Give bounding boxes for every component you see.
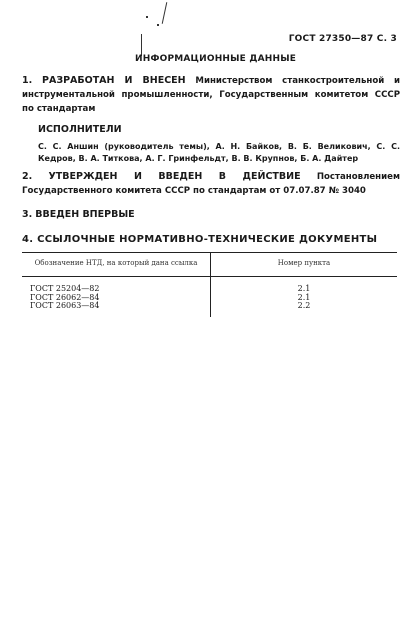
section-body: Министерством станкостроительной и инструментальной промышленности, Государственным комитетом СССР по стандартам <box>22 76 401 114</box>
section-heading: ССЫЛОЧНЫЕ НОРМАТИВНО-ТЕХНИЧЕСКИЕ ДОКУМЕНТЫ <box>37 234 378 245</box>
section-1 <box>22 74 400 165</box>
section-number: 3. <box>22 209 33 220</box>
page-title: ИНФОРМАЦИОННЫЕ ДАННЫЕ <box>135 54 297 64</box>
section-2-text <box>22 170 400 198</box>
table-cell-doc: ГОСТ 26063—84 <box>22 302 211 311</box>
section-1-text <box>22 74 400 116</box>
section-number: 1. <box>22 75 33 86</box>
section-3 <box>22 208 400 221</box>
table-spacer-cell <box>22 311 211 317</box>
table-spacer-row <box>22 311 397 317</box>
reference-table <box>22 252 397 317</box>
column-header-doc: Обозначение НТД, на который дана ссылка <box>22 253 211 277</box>
executors-heading: ИСПОЛНИТЕЛИ <box>38 124 122 135</box>
gost-code: ГОСТ 27350—87 С. 3 <box>288 34 397 44</box>
section-number: 2. <box>22 171 33 182</box>
table-header-row <box>22 253 397 277</box>
section-heading: УТВЕРЖДЕН И ВВЕДЕН В ДЕЙСТВИЕ <box>48 171 301 182</box>
section-4-heading <box>22 234 377 245</box>
table-cell-item: 2.1 <box>297 284 311 293</box>
scan-mark-slash <box>162 2 168 24</box>
scan-mark-dot <box>157 24 159 26</box>
table-spacer-cell <box>211 311 398 317</box>
table-cell-doc: ГОСТ 25204—82 <box>22 277 211 294</box>
column-header-item: Номер пункта <box>211 253 398 277</box>
section-heading: ВВЕДЕН ВПЕРВЫЕ <box>35 209 135 220</box>
section-number: 4. <box>22 234 34 245</box>
scan-mark-vertical <box>141 34 142 56</box>
table-cell-doc: ГОСТ 26062—84 <box>22 294 211 303</box>
table-cell-item: 2.2 <box>297 301 311 310</box>
scan-mark-dot <box>146 16 148 18</box>
section-2 <box>22 170 400 198</box>
table-row <box>22 277 397 294</box>
section-body: Постановлением Государственного комитета СССР по стандартам от 07.07.87 № 3040 <box>22 172 400 196</box>
table-cell-item: 2.1 <box>297 292 311 302</box>
table-row <box>22 302 397 311</box>
section-heading: РАЗРАБОТАН И ВНЕСЕН <box>42 75 186 86</box>
section-3-text <box>22 208 400 221</box>
executors-list: С. С. Аншин (руководитель темы), А. Н. Байков, В. Б. Великович, С. С. Кедров, В. А. Титкова, А. Г. Гринфельдт, В. В. Крупнов, Б. А. Дайтер <box>38 142 400 163</box>
